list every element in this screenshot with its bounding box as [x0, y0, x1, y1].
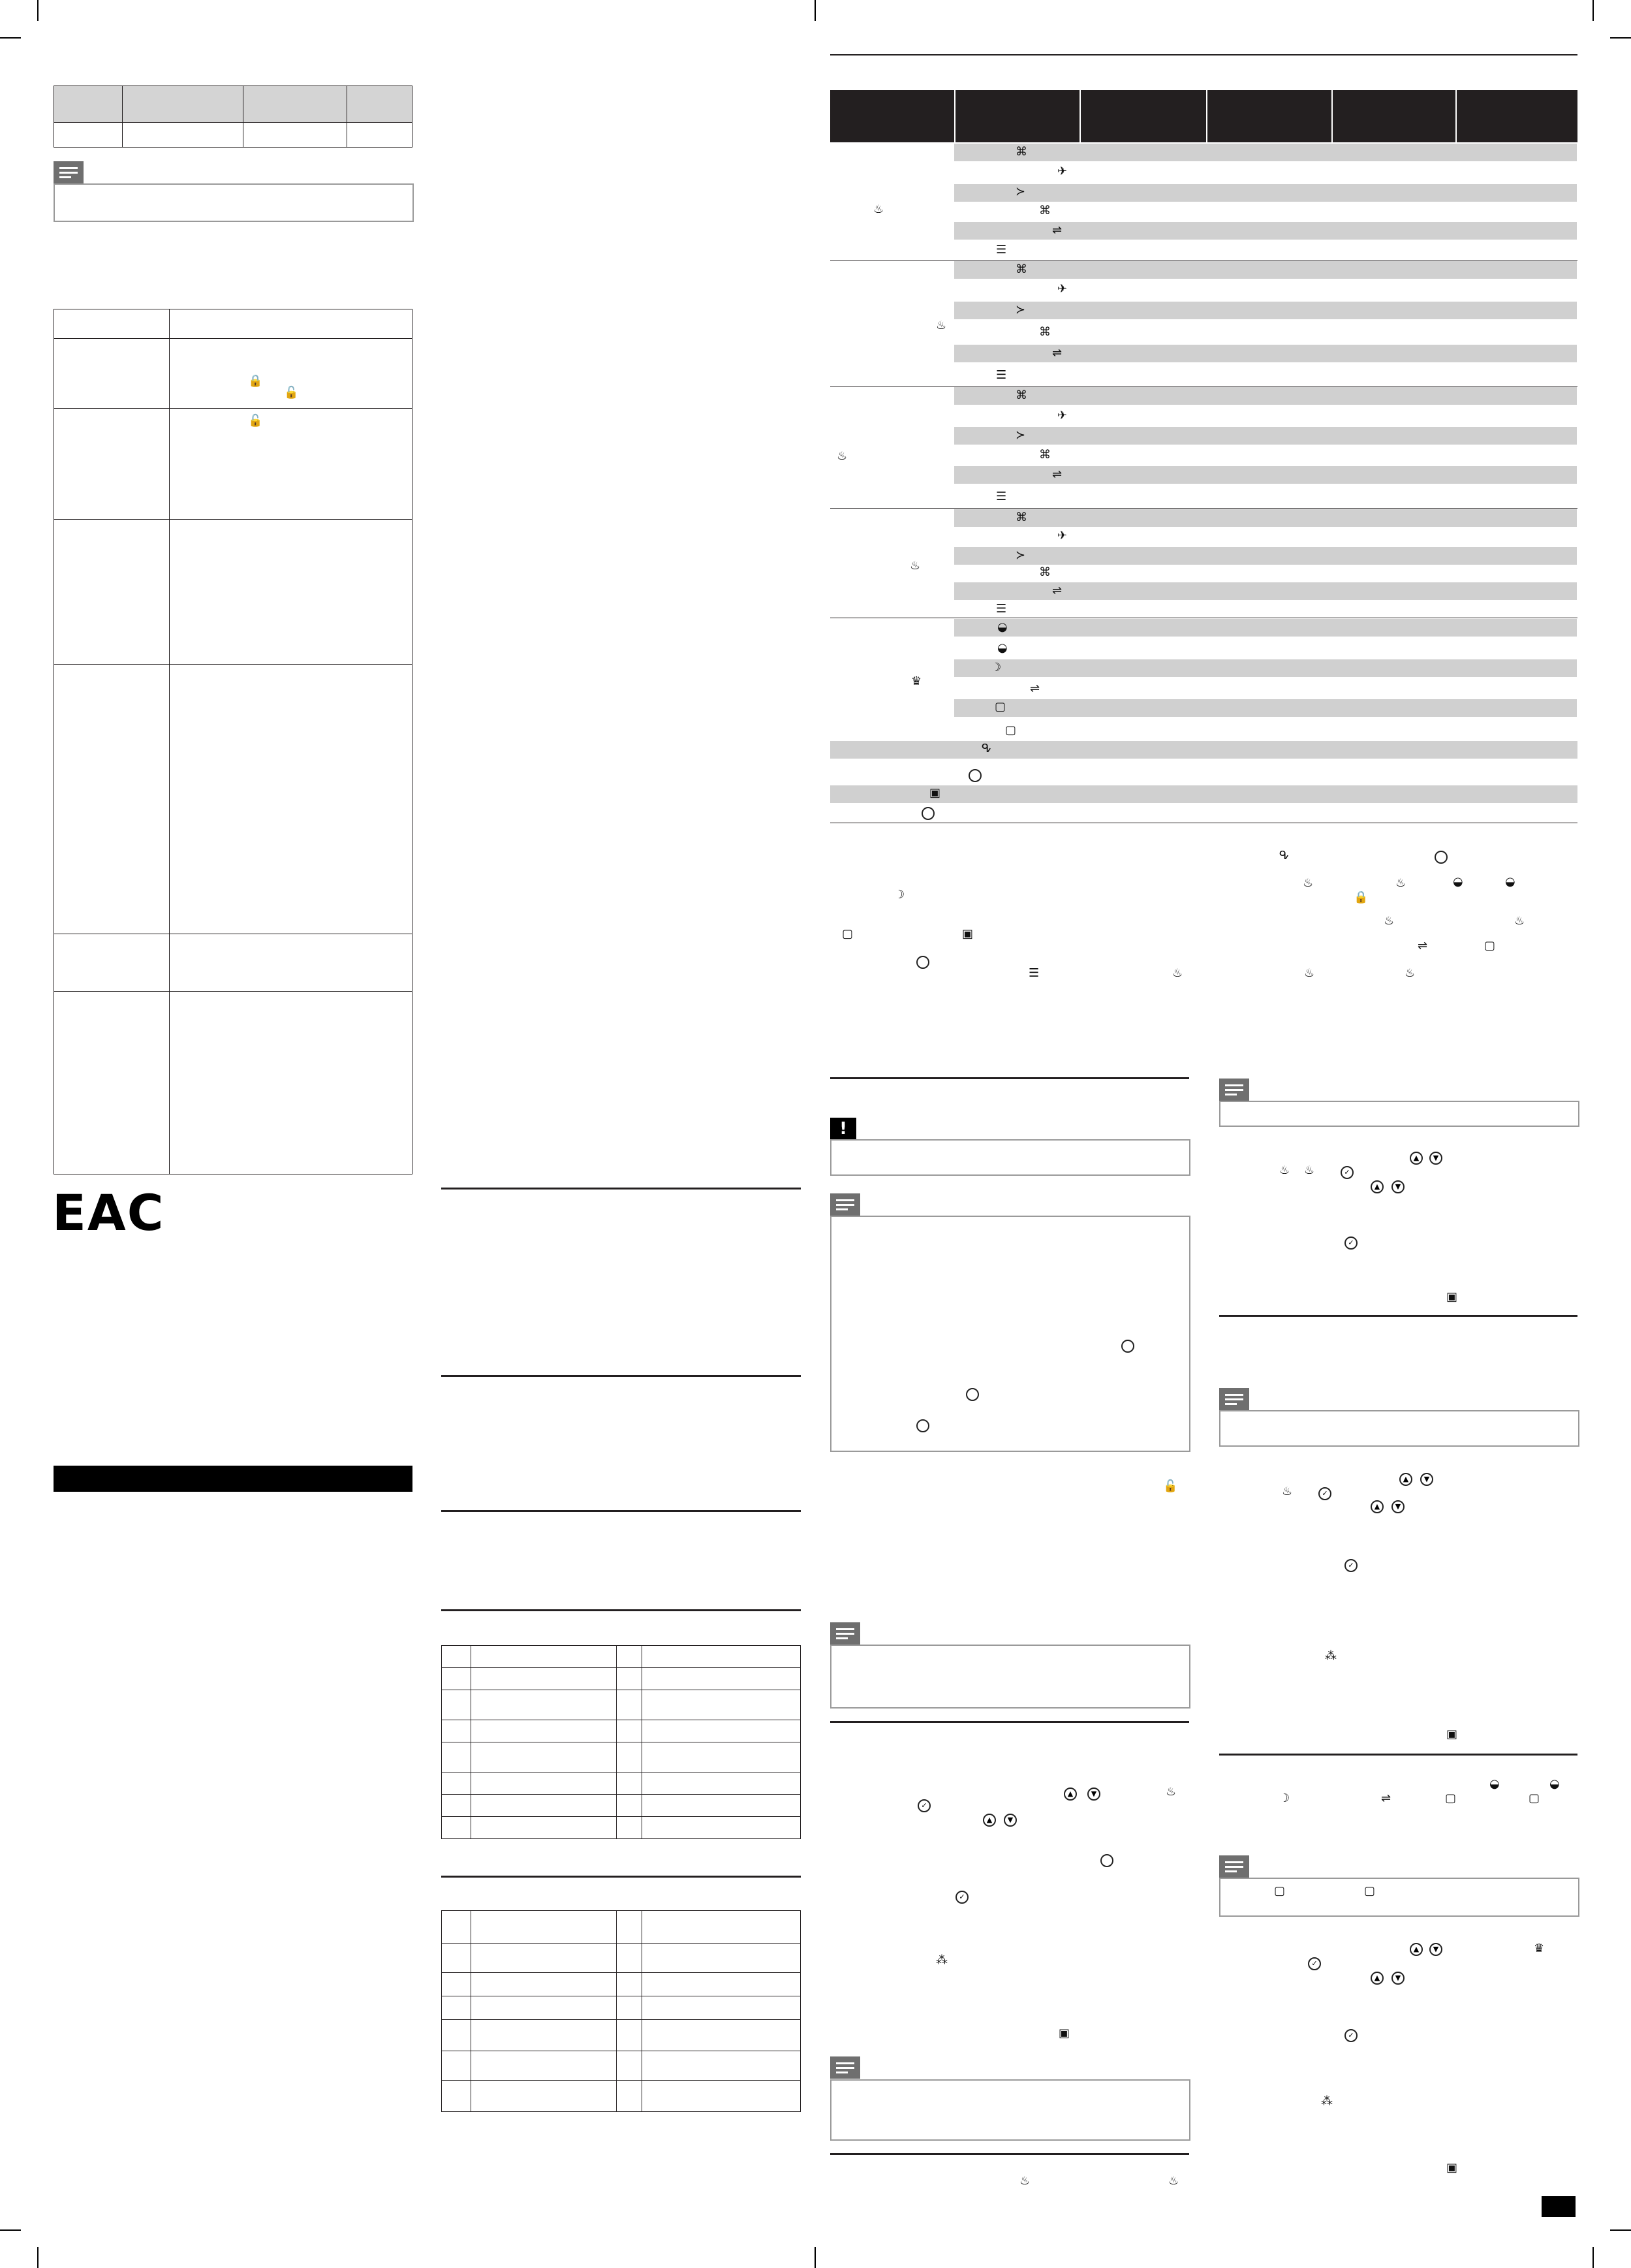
program-row [954, 699, 1577, 717]
down-arrow-icon: ▼ [1391, 1972, 1405, 1985]
meat-icon: ⌘ [1016, 262, 1027, 276]
pot-icon: ♨ [1514, 914, 1525, 928]
up-arrow-icon: ▲ [1371, 1500, 1384, 1513]
program-row [954, 547, 1577, 565]
note-box [830, 1645, 1190, 1709]
check-circle-icon: ✓ [1341, 1166, 1354, 1179]
note-icon [1219, 1388, 1249, 1410]
timer-icon [969, 769, 982, 782]
up-arrow-icon: ▲ [1371, 1972, 1384, 1985]
mix-icon: ⇌ [1418, 939, 1428, 953]
check-circle-icon: ✓ [1308, 1957, 1321, 1970]
warning-box [830, 1139, 1190, 1176]
lock-icon: 🔒 [1354, 890, 1369, 904]
yogurt-icon: ▢ [1445, 1791, 1457, 1805]
poultry-icon: ✈ [1057, 165, 1068, 178]
section-rule [441, 1188, 801, 1189]
steam-icon: ☽ [894, 888, 905, 902]
section-rule [441, 1510, 801, 1512]
crop-mark [1592, 2247, 1594, 2268]
note-box [830, 2079, 1190, 2141]
down-arrow-icon: ▼ [1420, 1473, 1433, 1486]
section-header-bar [54, 1466, 412, 1492]
program-row [830, 741, 1577, 759]
pot-icon: ♨ [1279, 1163, 1290, 1177]
header-divider [1080, 90, 1081, 142]
program-row [954, 184, 1577, 202]
check-circle-icon: ✓ [1344, 2029, 1358, 2042]
program-row [954, 509, 1577, 527]
bowl-icon: ◒ [1505, 875, 1515, 889]
section-rule [830, 1721, 1189, 1723]
up-arrow-icon: ▲ [983, 1814, 996, 1827]
note-icon [54, 161, 84, 183]
pot-icon: ♨ [1304, 966, 1315, 980]
settings-sliders-icon: ☰ [996, 602, 1007, 616]
down-arrow-icon: ▼ [1429, 1152, 1442, 1165]
crop-mark [0, 2229, 21, 2231]
bowl-icon: ▣ [1446, 2161, 1458, 2175]
settings-sliders-icon: ☰ [996, 368, 1007, 382]
bowl-icon: ▣ [1446, 1727, 1458, 1741]
page-number-tab [1542, 2196, 1576, 2217]
header-divider [1455, 90, 1457, 142]
down-arrow-icon: ▼ [1004, 1814, 1017, 1827]
pot-icon: ♨ [1168, 2174, 1179, 2188]
poultry-icon: ✈ [1057, 409, 1068, 422]
crop-mark [37, 0, 39, 21]
settings-sliders-icon: ☰ [1029, 966, 1040, 980]
check-circle-icon: ✓ [955, 1891, 969, 1904]
header-divider [954, 90, 955, 142]
section-rule [1219, 1315, 1577, 1317]
check-circle-icon: ✓ [918, 1799, 931, 1812]
chef-hat-icon: ♛ [911, 674, 922, 688]
fish-icon: ≻ [1016, 303, 1026, 317]
parts-table-1 [441, 1645, 801, 1839]
keep-warm-icon [922, 807, 935, 820]
meat-icon: ⌘ [1016, 388, 1027, 402]
pot-icon: ♨ [936, 319, 947, 332]
poultry-icon: ✈ [1057, 282, 1068, 296]
unlock-icon: 🔓 [284, 386, 299, 400]
bowl-icon: ◒ [1549, 1777, 1560, 1791]
down-arrow-icon: ▼ [1391, 1500, 1405, 1513]
bowl-icon: ▣ [962, 927, 974, 941]
crop-mark [0, 37, 21, 39]
meat-icon: ⌘ [1039, 448, 1051, 462]
note-box [54, 183, 414, 222]
program-row [954, 427, 1577, 445]
note-icon [830, 1622, 860, 1645]
check-circle-icon: ✓ [1318, 1487, 1331, 1500]
pot-icon: ♨ [910, 559, 921, 573]
note-box [830, 1216, 1190, 1452]
spec-table [54, 86, 412, 148]
steam-release-icon: ⁂ [936, 1953, 948, 1967]
program-row [954, 619, 1577, 637]
yogurt-icon: ▢ [1484, 939, 1496, 953]
timer-icon [916, 956, 929, 969]
down-arrow-icon: ▼ [1429, 1943, 1442, 1956]
program-row [954, 659, 1577, 677]
section-rule [830, 1077, 1189, 1079]
cancel-icon [1121, 1340, 1134, 1353]
steam-release-icon: ⁂ [1325, 1649, 1337, 1663]
program-row [954, 387, 1577, 405]
program-row [954, 261, 1577, 279]
bowl-icon: ◒ [1489, 1777, 1500, 1791]
meat-icon: ⌘ [1039, 204, 1051, 217]
mix-icon: ⇌ [1052, 223, 1063, 237]
pot-icon: ♨ [1395, 876, 1406, 890]
fold-mark [815, 0, 816, 21]
program-row [954, 466, 1577, 484]
note-icon [1219, 1855, 1249, 1878]
up-arrow-icon: ▲ [1399, 1473, 1412, 1486]
yogurt-icon: ▢ [1274, 1884, 1286, 1898]
crop-mark [1610, 37, 1631, 39]
steam-icon: ☽ [1279, 1791, 1290, 1805]
check-circle-icon: ✓ [1344, 1236, 1358, 1250]
top-rule [830, 54, 1577, 55]
cancel-icon [916, 1419, 929, 1432]
mix-icon: ⇌ [1381, 1791, 1391, 1805]
note-icon [830, 1193, 860, 1216]
meat-icon: ⌘ [1039, 565, 1051, 579]
down-arrow-icon: ▼ [1391, 1180, 1405, 1193]
bowl-icon: ◒ [997, 641, 1008, 655]
eac-logo: EAC [52, 1184, 165, 1242]
lock-icon: 🔒 [248, 374, 263, 388]
meat-icon: ⌘ [1016, 511, 1027, 524]
note-box [1219, 1878, 1579, 1917]
steam-release-icon: ⁂ [1321, 2094, 1333, 2108]
bowl-icon: ◒ [1453, 875, 1463, 889]
yogurt-icon: ▢ [1529, 1791, 1540, 1805]
section-rule [441, 1876, 801, 1878]
pot-icon: ♨ [1172, 966, 1183, 980]
pot-icon: ♨ [1384, 914, 1395, 928]
mix-icon: ⇌ [1052, 346, 1063, 360]
pressure-icon [1100, 1854, 1113, 1867]
section-rule [830, 2153, 1189, 2155]
poultry-icon: ✈ [1057, 529, 1068, 543]
steam-icon: ᕴ [1279, 849, 1289, 862]
section-rule [441, 1609, 801, 1611]
pot-icon: ♨ [1166, 1785, 1177, 1799]
fish-icon: ≻ [1016, 185, 1026, 198]
program-row [954, 345, 1577, 362]
program-table-header [830, 90, 1577, 142]
meat-icon: ⌘ [1016, 145, 1027, 159]
cancel-icon [966, 1388, 979, 1401]
chef-hat-icon: ♛ [1534, 1942, 1545, 1955]
parts-table-2 [441, 1910, 801, 2112]
pot-icon: ♨ [1019, 2174, 1031, 2188]
troubleshooting-table [54, 309, 412, 1174]
up-arrow-icon: ▲ [1410, 1152, 1423, 1165]
pot-icon: ♨ [873, 202, 884, 216]
pot-icon: ♨ [837, 449, 848, 463]
down-arrow-icon: ▼ [1087, 1788, 1100, 1801]
note-icon [830, 2056, 860, 2079]
bowl-icon: ▣ [929, 786, 941, 800]
bowl-icon: ▣ [1446, 1290, 1458, 1304]
program-row [954, 302, 1577, 319]
bowl-icon: ◒ [997, 620, 1008, 634]
steam-icon: ☽ [991, 661, 1002, 674]
unlock-icon: 🔓 [248, 414, 263, 428]
header-divider [1206, 90, 1207, 142]
crop-mark [37, 2247, 39, 2268]
fold-mark [815, 2247, 816, 2268]
program-row [954, 222, 1577, 240]
note-box [1219, 1101, 1579, 1127]
up-arrow-icon: ▲ [1371, 1180, 1384, 1193]
pot-icon: ♨ [1282, 1485, 1293, 1498]
fish-icon: ≻ [1016, 548, 1026, 562]
up-arrow-icon: ▲ [1064, 1788, 1077, 1801]
header-divider [1331, 90, 1333, 142]
program-row [954, 144, 1577, 161]
meat-icon: ⌘ [1039, 325, 1051, 339]
yogurt-icon: ▢ [842, 927, 854, 941]
note-icon [1219, 1079, 1249, 1101]
settings-sliders-icon: ☰ [996, 243, 1007, 257]
yogurt-icon: ▢ [1005, 723, 1017, 737]
yogurt-icon: ▢ [1364, 1884, 1376, 1898]
crop-mark [1610, 2229, 1631, 2231]
program-row [830, 785, 1577, 803]
yogurt-icon: ▢ [995, 700, 1006, 714]
mix-icon: ⇌ [1052, 584, 1063, 597]
steam-icon: ᕴ [982, 742, 991, 755]
pot-icon: ♨ [1303, 876, 1314, 890]
group-rule [830, 508, 1577, 509]
pot-icon: ♨ [1405, 966, 1416, 980]
settings-sliders-icon: ☰ [996, 490, 1007, 503]
note-box [1219, 1410, 1579, 1447]
unlock-icon: 🔓 [1163, 1479, 1178, 1493]
up-arrow-icon: ▲ [1410, 1943, 1423, 1956]
section-rule [1219, 1754, 1577, 1756]
mix-icon: ⇌ [1052, 467, 1063, 481]
crop-mark [1592, 0, 1594, 21]
mix-icon: ⇌ [1030, 682, 1040, 695]
pot-icon: ♨ [1304, 1163, 1315, 1177]
keep-warm-icon [1435, 851, 1448, 864]
fish-icon: ≻ [1016, 428, 1026, 442]
check-circle-icon: ✓ [1344, 1559, 1358, 1572]
bowl-icon: ▣ [1059, 2026, 1070, 2040]
warning-icon: ! [830, 1118, 856, 1140]
program-row [954, 582, 1577, 600]
section-rule [441, 1375, 801, 1377]
